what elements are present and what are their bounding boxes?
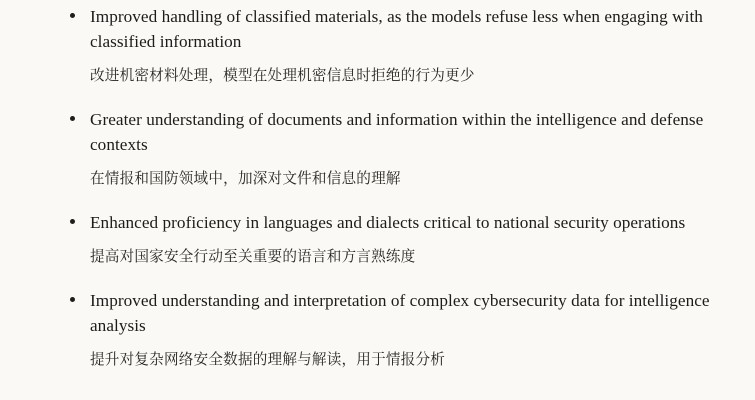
list-item-text-en: Greater understanding of documents and information within the intelligence and defense contexts <box>90 110 704 154</box>
list-item-text-zh: 提高对国家安全行动至关重要的语言和方言熟练度 <box>90 248 416 265</box>
list-item <box>52 210 715 268</box>
list-item-text-en: Enhanced proficiency in languages and dialects critical to national security operations <box>90 213 686 232</box>
bullet-list <box>52 4 715 371</box>
list-item <box>52 288 715 371</box>
bullet-point-icon <box>70 13 75 18</box>
list-item-text-zh: 提升对复杂网络安全数据的理解与解读，用于情报分析 <box>90 351 446 368</box>
bullet-point-icon <box>70 116 75 121</box>
bullet-point-icon <box>70 219 75 224</box>
list-item-text-zh: 改进机密材料处理，模型在处理机密信息时拒绝的行为更少 <box>90 67 475 84</box>
list-item-text-zh: 在情报和国防领域中，加深对文件和信息的理解 <box>90 170 401 187</box>
list-item-text-en: Improved understanding and interpretation of complex cybersecurity data for intelligence analysis <box>90 291 710 335</box>
list-item <box>52 107 715 190</box>
bullet-point-icon <box>70 297 75 302</box>
list-item-text-en: Improved handling of classified materials, as the models refuse less when engaging with classified information <box>90 7 703 51</box>
list-item <box>52 4 715 87</box>
